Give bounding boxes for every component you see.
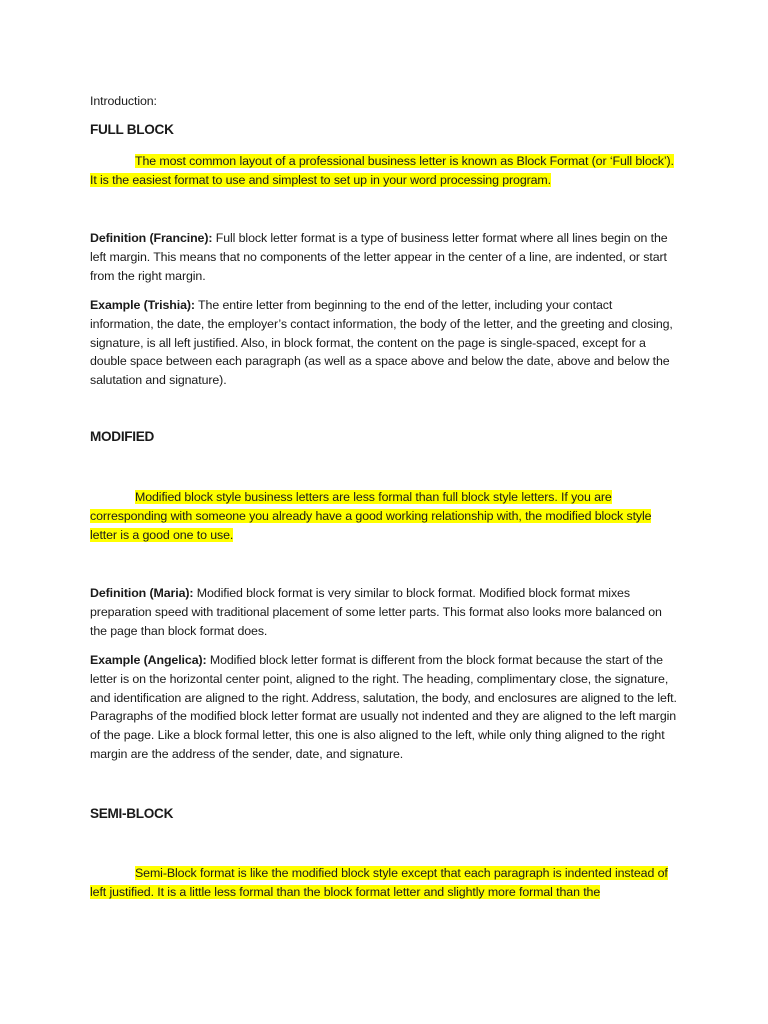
example-text: Modified block letter format is different from the block format because the start of the letter is on the horizontal center point, aligned to the right. The heading, complimentary close, the signature, and identification are aligned to the right. Address, salutation, the body, and enclosures are aligned to the left. Paragraphs of the modified block letter format are usually not indented and they are aligned to the left margin of the page. Like a block formal letter, this one is also aligned to the left, while only thing aligned to the right margin are the address of the sender, date, and signature. bbox=[90, 653, 677, 761]
highlighted-text: Modified block style business letters are less formal than full block style letters. If you are corresponding with someone you already have a good working relationship with, the modified block style letter is a good one to use. bbox=[90, 490, 652, 542]
definition-paragraph-full-block bbox=[90, 229, 678, 285]
example-paragraph-full-block bbox=[90, 296, 678, 390]
definition-label: Definition (Maria): bbox=[90, 586, 194, 600]
summary-paragraph-full-block bbox=[90, 152, 678, 190]
example-label: Example (Angelica): bbox=[90, 653, 207, 667]
intro-label: Introduction: bbox=[90, 94, 157, 108]
summary-paragraph-modified bbox=[90, 488, 678, 544]
section-heading-modified: MODIFIED bbox=[90, 429, 155, 444]
highlighted-text: Semi-Block format is like the modified block style except that each paragraph is indented instead of left justified. It is a little less formal than the block format letter and slightly more formal than the bbox=[90, 866, 668, 899]
definition-label: Definition (Francine): bbox=[90, 231, 213, 245]
example-label: Example (Trishia): bbox=[90, 298, 195, 312]
section-heading-full-block: FULL BLOCK bbox=[90, 122, 174, 137]
example-text: The entire letter from beginning to the end of the letter, including your contact information, the date, the employer’s contact information, the body of the letter, and the greeting and closing, signature, is all left justified. Also, in block format, the content on the page is single-spaced, except for a double space between each paragraph (as well as a space above and below the date, above and below the salutation and signature). bbox=[90, 298, 673, 388]
definition-paragraph-modified bbox=[90, 584, 678, 640]
definition-text: Modified block format is very similar to block format. Modified block format mixes preparation speed with traditional placement of some letter parts. This format also looks more balanced on the page than block format does. bbox=[90, 586, 662, 638]
summary-paragraph-semi-block bbox=[90, 864, 678, 902]
highlighted-text: The most common layout of a professional business letter is known as Block Format (or ‘Full block’). It is the easiest format to use and simplest to set up in your word processing program. bbox=[90, 154, 674, 187]
definition-text: Full block letter format is a type of business letter format where all lines begin on the left margin. This means that no components of the letter appear in the center of a line, are indented, or start from the right margin. bbox=[90, 231, 668, 283]
section-heading-semi-block: SEMI-BLOCK bbox=[90, 806, 174, 821]
example-paragraph-modified bbox=[90, 651, 678, 764]
